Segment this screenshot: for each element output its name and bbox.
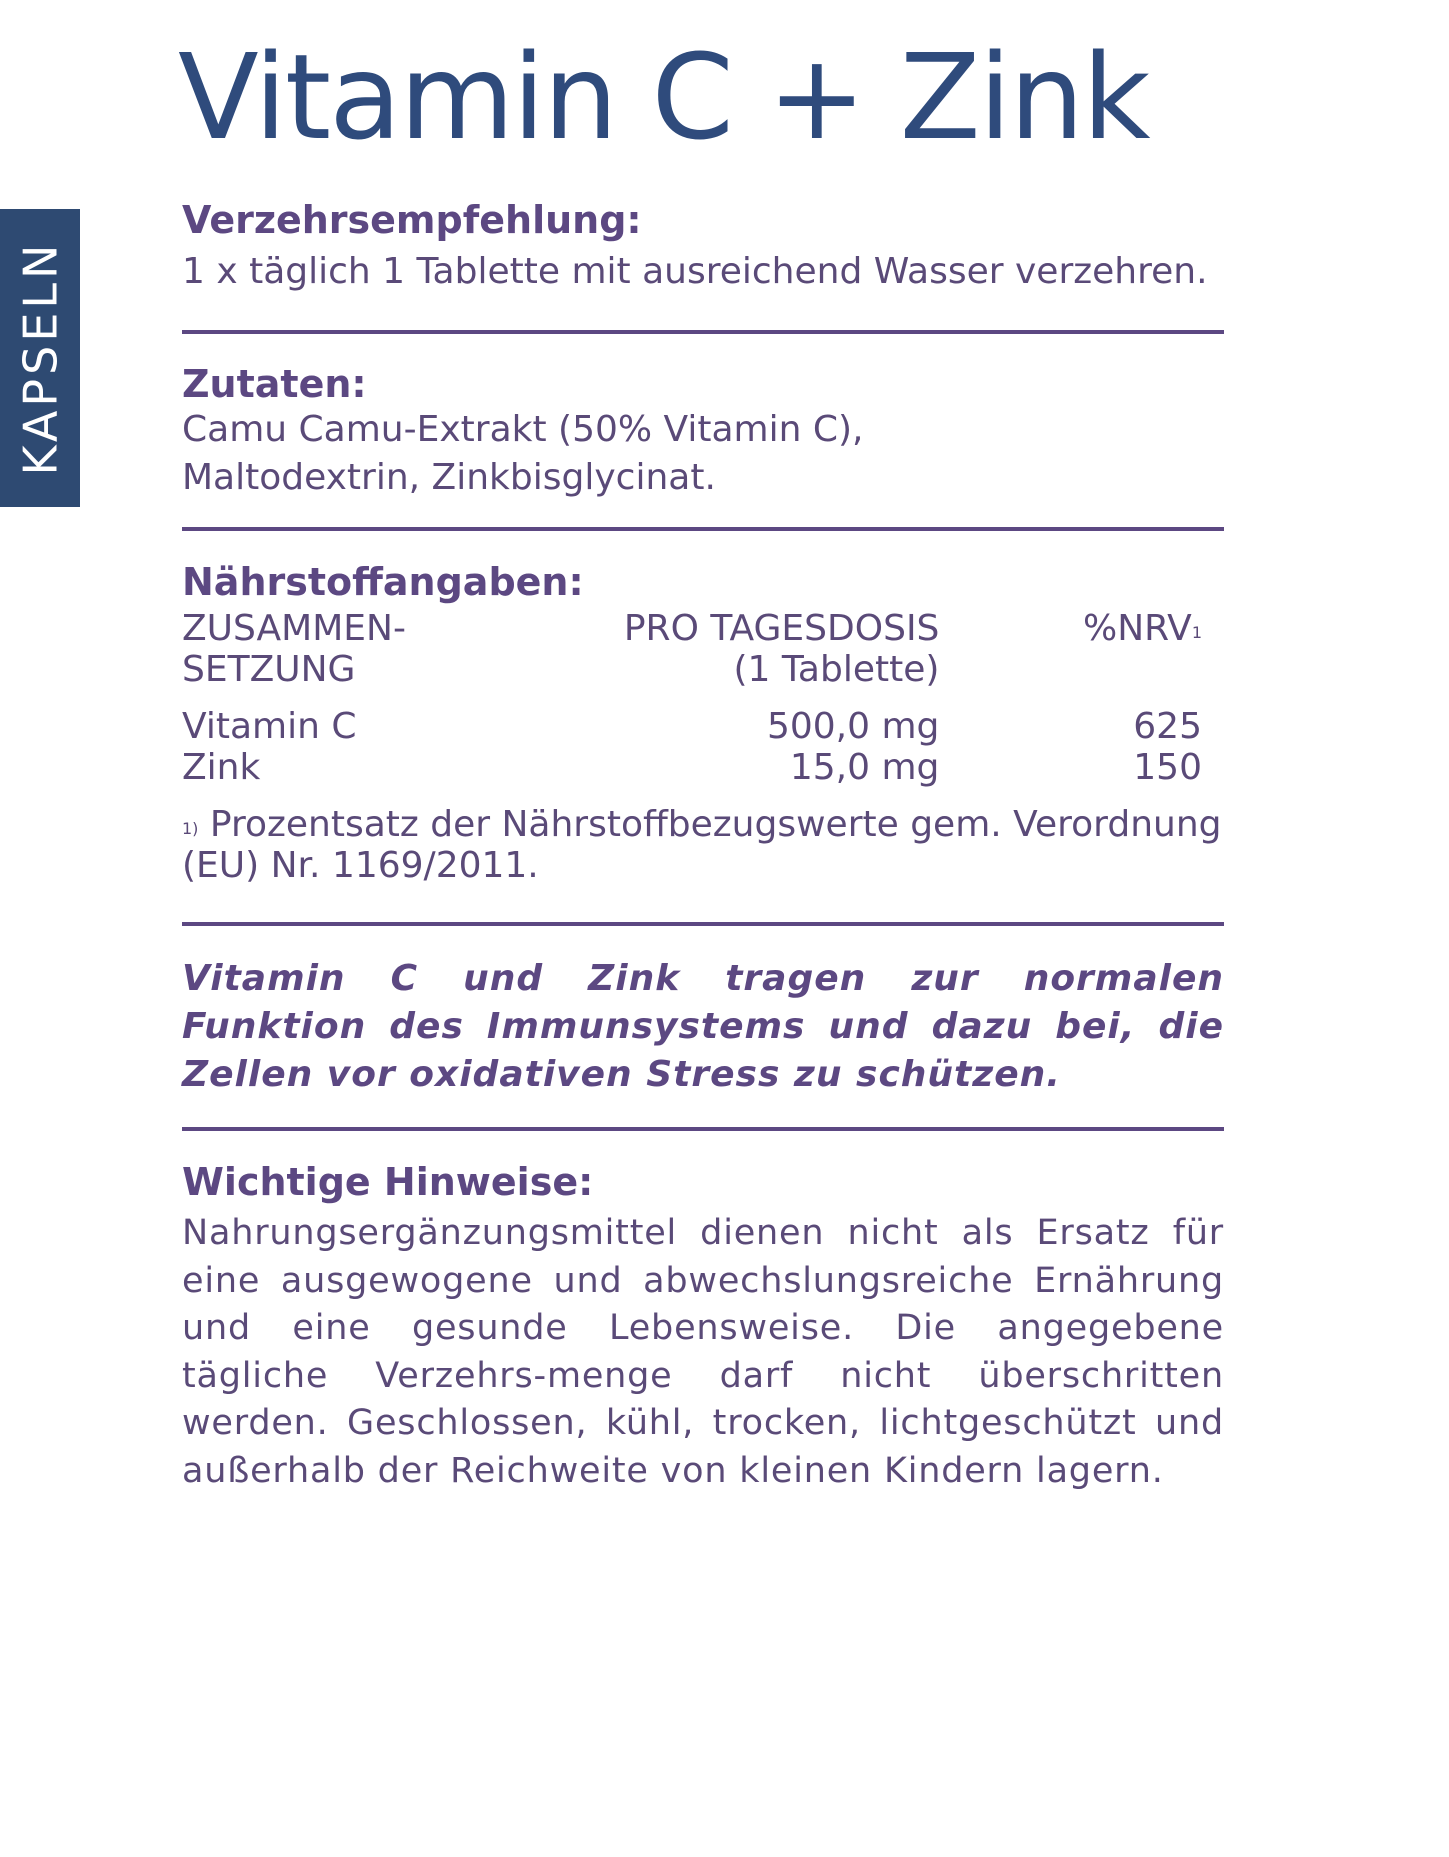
- divider: [182, 330, 1224, 334]
- nutrient-nrv: 625: [1133, 706, 1202, 747]
- nutrition-heading: Nährstoffangaben:: [182, 560, 584, 604]
- notes-text: Nahrungsergänzungsmittel dienen nicht als Ersatz für eine ausgewogene und abwechslungsreiche Ernährung und eine gesunde Lebensweise. Die angegebene tägliche Verzehrs-menge darf nicht überschritten werden. Geschlossen, kühl, trocken, lichtgeschützt und außerhalb der Reichweite von kleinen Kindern lagern.: [182, 1213, 1224, 1491]
- column-header-text: (1 Tablette): [733, 649, 940, 690]
- column-header-text: SETZUNG: [182, 649, 356, 690]
- divider: [182, 922, 1224, 926]
- column-header-text: %NRV: [1083, 608, 1192, 649]
- divider: [182, 1127, 1224, 1131]
- nutrition-section: [182, 560, 1224, 886]
- table-row: [182, 747, 1202, 788]
- column-header-text: ZUSAMMEN-: [182, 608, 406, 649]
- footnote-marker: 1): [182, 819, 199, 838]
- footnote-text: Prozentsatz der Nährstoffbezugswerte gem. Verordnung (EU) Nr. 1169/2011.: [182, 804, 1222, 886]
- dosage-section: [182, 198, 1224, 296]
- side-tab: [0, 209, 80, 507]
- health-claim-section: [182, 955, 1224, 1099]
- nutrient-name: Zink: [182, 747, 261, 788]
- notes-section: [182, 1160, 1224, 1495]
- ingredients-section: [182, 362, 1224, 502]
- dosage-text: 1 x täglich 1 Tablette mit ausreichend Wasser verzehren.: [182, 251, 1208, 292]
- ingredients-line: Camu Camu-Extrakt (50% Vitamin C),: [182, 409, 864, 450]
- side-tab-label: KAPSELN: [13, 240, 67, 476]
- column-header-nrv: [939, 608, 1202, 706]
- column-header-per-dose: [505, 608, 939, 706]
- nutrient-amount: 15,0 mg: [789, 747, 940, 788]
- column-header-composition: [182, 608, 505, 706]
- ingredients-line: Maltodextrin, Zinkbisglycinat.: [182, 457, 716, 498]
- dosage-heading: Verzehrsempfehlung:: [182, 198, 642, 242]
- product-title: Vitamin C + Zink: [178, 28, 1149, 166]
- table-header-row: [182, 608, 1202, 706]
- nutrient-name: Vitamin C: [182, 706, 357, 747]
- ingredients-heading: Zutaten:: [182, 362, 367, 406]
- nutrient-amount: 500,0 mg: [766, 706, 940, 747]
- footnote: [182, 804, 1224, 886]
- column-header-text: PRO TAGESDOSIS: [623, 608, 940, 649]
- divider: [182, 527, 1224, 531]
- footnote-reference: 1: [1191, 623, 1202, 642]
- table-row: [182, 706, 1202, 747]
- nutrition-table: [182, 608, 1202, 788]
- notes-heading: Wichtige Hinweise:: [182, 1160, 594, 1204]
- health-claim: Vitamin C und Zink tragen zur normalen Funktion des Immunsystems und dazu bei, die Zellen vor oxidativen Stress zu schützen.: [182, 958, 1224, 1095]
- nutrient-nrv: 150: [1133, 747, 1202, 788]
